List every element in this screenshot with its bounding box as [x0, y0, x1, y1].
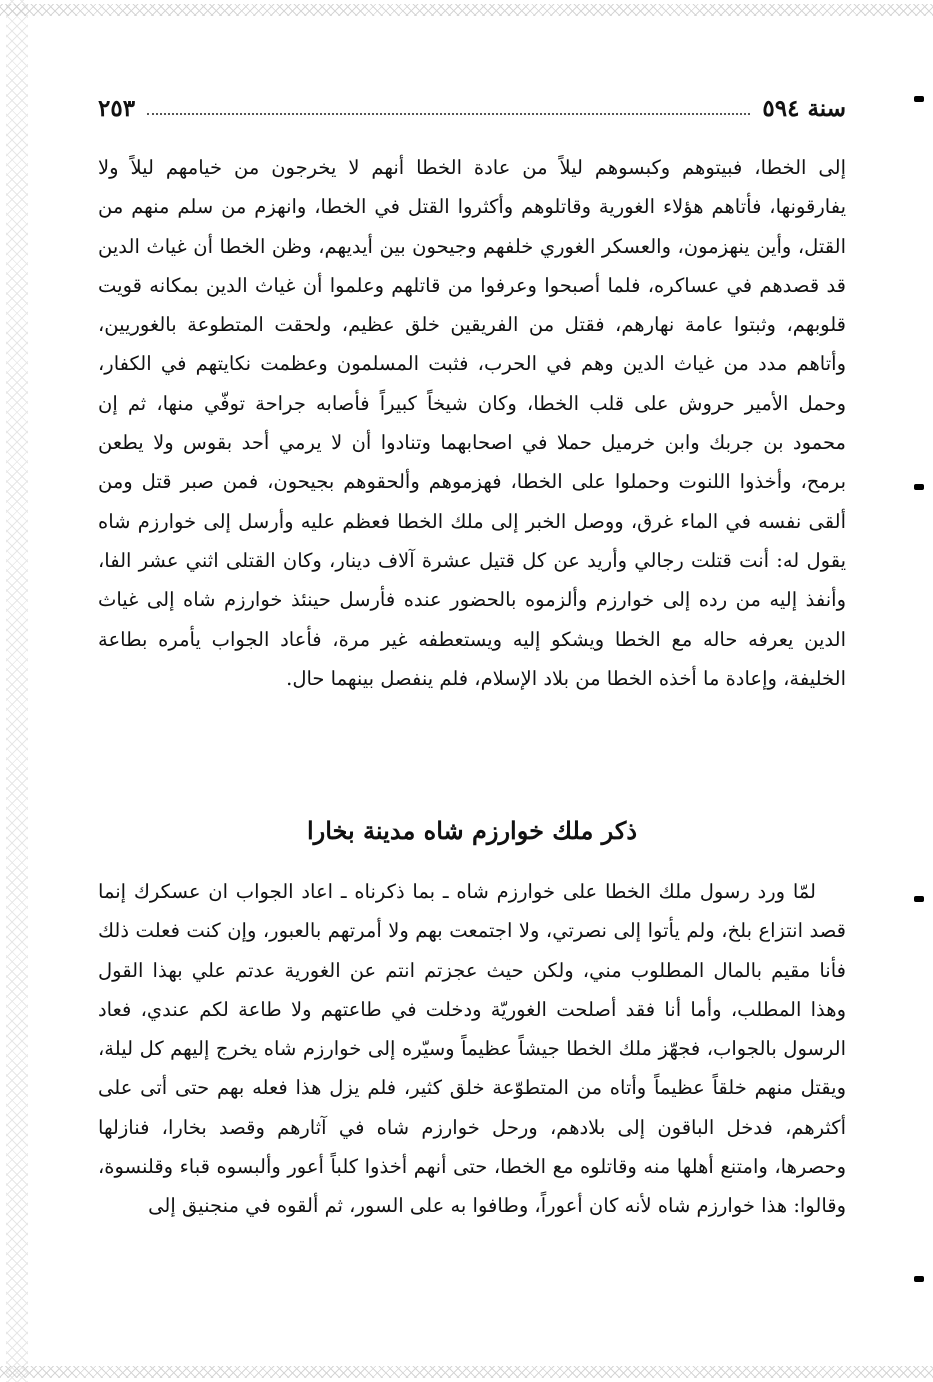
header-year: سنة ٥٩٤ [762, 95, 846, 122]
margin-mark [914, 1276, 924, 1282]
margin-mark [914, 96, 924, 102]
section-title: ذكر ملك خوارزم شاه مدينة بخارا [306, 816, 638, 845]
margin-mark [914, 484, 924, 490]
paragraph-1: إلى الخطا، فبيتوهم وكبسوهم ليلاً من عادة الخطا أنهم لا يخرجون من خيامهم ليلاً ولا يفارقونها، فأتاهم هؤلاء الغورية وقاتلوهم وأكثروا القتل في الخطا، وانهزم من سلم منهم من القتل، وأين ينهزمون، والعسكر الغوري خلفهم وجيحون بين أيديهم، وظن الخطا أن غياث الدين قد قصدهم في عساكره، فلما أصبحوا وعرفوا من قاتلهم وعلموا أن غياث الدين بمكانه قويت قلوبهم، وثبتوا عامة نهارهم، فقتل من الفريقين خلق عظيم، ولحقت المتطوعة بالغوريين، وأتاهم مدد من غياث الدين وهم في الحرب، فثبت المسلمون وعظمت نكايتهم في الكفار، وحمل الأمير حروش على قلب الخطا، وكان شيخاً كبيراً فأصابه جراحة توفّي منها، ثم إن محمود بن جربك وابن خرميل حملا في اصحابهما وتنادوا أن لا يرمي أحد بقوس ولا يطعن برمح، وأخذوا اللنوت وحملوا على الخطا، فهزموهم وألحقوهم بجيحون، فمن صبر قتل ومن ألقى نفسه في الماء غرق، ووصل الخبر إلى ملك الخطا فعظم عليه وأرسل إلى خوارزم شاه يقول له: أنت قتلت رجالي وأريد عن كل قتيل عشرة آلاف دينار، وكان القتلى اثني عشر الفا، وأنفذ إليه من رده إلى خوارزم وألزموه بالحضور عنده فأرسل حينئذ خوارزم شاه إلى غياث الدين يعرفه حاله مع الخطا ويشكو إليه ويستعطفه غير مرة، فأعاد الجواب يأمره بطاعة الخليفة، وإعادة ما أخذه الخطا من بلاد الإسلام، فلم ينفصل بينهما حال. [98, 156, 846, 690]
paragraph-2: لمّا ورد رسول ملك الخطا على خوارزم شاه ـ بما ذكرناه ـ اعاد الجواب ان عسكرك إنما قصد انتزاع بلخ، ولم يأتوا إلى نصرتي، ولا اجتمعت بهم ولا أمرتهم بالعبور، وإن كنت فعلت ذلك فأنا مقيم بالمال المطلوب مني، ولكن حيث عجزتم انتم عن الغورية عدتم علي بهذا القول وهذا المطلب، وأما أنا فقد أصلحت الغوريّة ودخلت في طاعتهم ولا طاعة لكم عندي، فعاد الرسول بالجواب، فجهّز ملك الخطا جيشاً عظيماً وسيّره إلى خوارزم شاه يخرج إليهم كل ليلة، ويقتل منهم خلقاً عظيماً وأتاه من المتطوّعة خلق كثير، فلم يزل هذا فعله بهم حتى أتى على أكثرهم، فدخل الباقون إلى بلادهم، ورحل خوارزم شاه في آثارهم وقصد بخارا، فنازلها وحصرها، وامتنع أهلها منه وقاتلوه مع الخطا، حتى أنهم أخذوا كلباً أعور وألبسوه قباء وقلنسوة، وقالوا: هذا خوارزم شاه لأنه كان أعوراً، وطافوا به على السور، ثم ألقوه في منجنيق إلى [98, 880, 846, 1218]
page-border-top [0, 4, 933, 16]
page-border-left [6, 0, 28, 1382]
margin-mark [914, 896, 924, 902]
running-header [98, 88, 846, 122]
header-dotted-rule [147, 113, 750, 115]
page-border-bottom [0, 1366, 933, 1378]
page-number: ٢٥٣ [98, 95, 136, 122]
